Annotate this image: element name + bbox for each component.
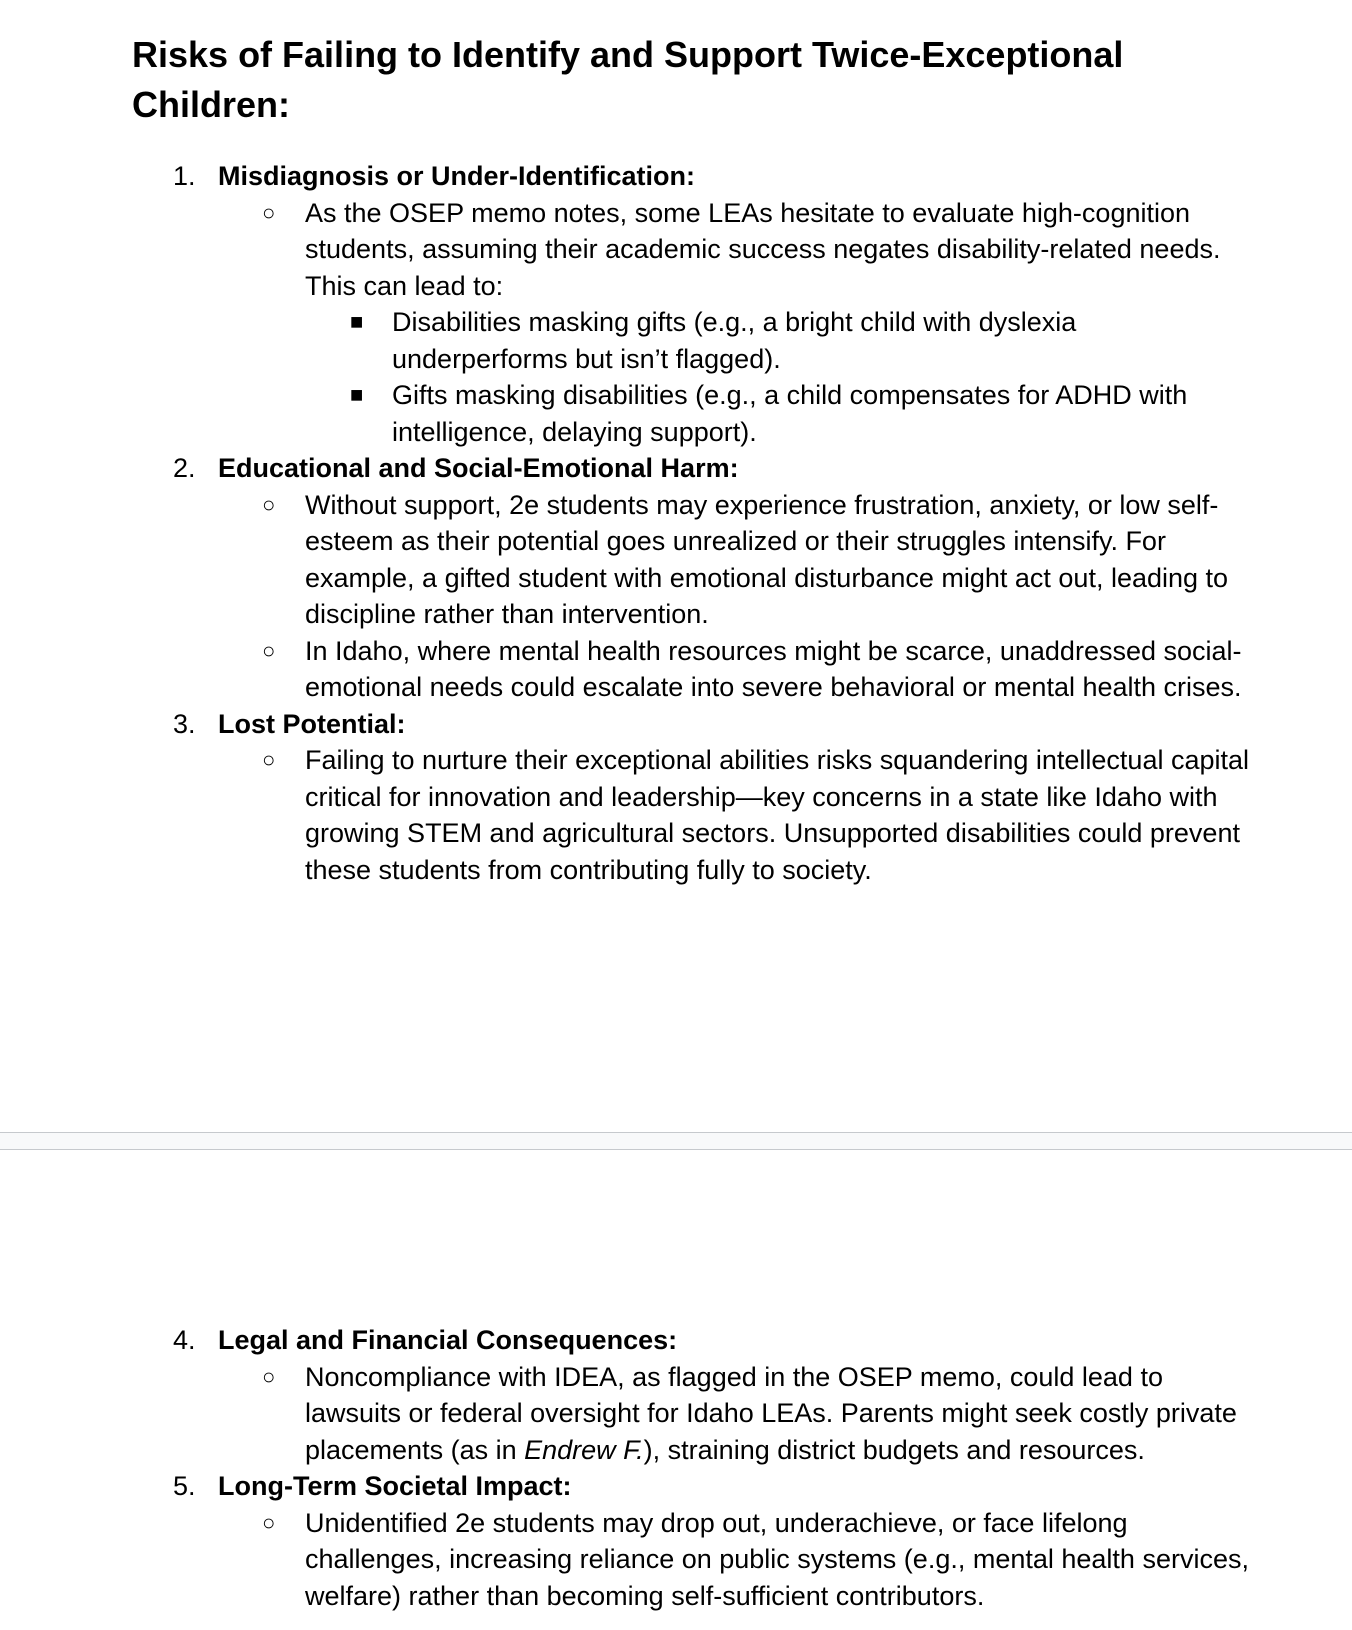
list-item-title: Educational and Social-Emotional Harm: [218,453,739,483]
sub-bullet-item [0,304,1352,377]
hollow-circle-bullet-icon: ○ [262,491,276,517]
document-page-2 [0,1150,1352,1630]
bullet-text: In Idaho, where mental health resources might be scarce, unaddressed social-emotional needs could escalate into severe behavioral or mental health crises. [305,635,1242,702]
bullet-item [0,1505,1352,1615]
hollow-circle-bullet-icon: ○ [262,747,276,772]
bullet-item [0,195,1352,305]
hollow-circle-bullet-icon: ○ [262,1363,276,1389]
list-item-title: Legal and Financial Consequences: [218,1325,678,1355]
bullet-item [0,742,1352,888]
bullet-item [0,633,1352,706]
list-item-3 [0,706,1352,889]
list-item-title: Misdiagnosis or Under-Identification: [218,161,696,191]
bullet-text [305,1359,1260,1469]
hollow-circle-bullet-icon: ○ [262,637,276,663]
risk-list-page-1 [0,158,1352,888]
sub-bullet-text: Gifts masking disabilities (e.g., a child compensates for ADHD with intelligence, delaying support). [392,380,1188,447]
bullet-text: Without support, 2e students may experience frustration, anxiety, or low self-esteem as their potential goes unrealized or their struggles intensify. For example, a gifted student with emotional disturbance might act out, leading to discipline rather than intervention. [305,489,1229,629]
hollow-circle-bullet-icon: ○ [262,199,276,225]
list-item-title: Long-Term Societal Impact: [218,1471,572,1501]
list-item-4 [0,1322,1352,1468]
risk-list-page-2 [0,1322,1352,1614]
bullet-item [0,487,1352,633]
list-item-1 [0,158,1352,450]
square-bullet-icon: ■ [350,309,364,334]
sub-bullet-item [0,377,1352,450]
bullet-text-end: ), straining district budgets and resources. [643,1434,1145,1465]
bullet-text-start: Noncompliance with IDEA, as flagged in the OSEP memo, could lead to lawsuits or federal oversight for Idaho LEAs. Parents might seek costly private placements (as in [305,1361,1237,1465]
bullet-text: As the OSEP memo notes, some LEAs hesitate to evaluate high-cognition students, assuming their academic success negates disability-related needs. This can lead to: [305,197,1221,301]
sub-bullet-text: Disabilities masking gifts (e.g., a bright child with dyslexia underperforms but isn’t flagged). [392,307,1077,374]
list-number: 2. [173,453,196,483]
bullet-text: Failing to nurture their exceptional abilities risks squandering intellectual capital critical for innovation and leadership—key concerns in a state like Idaho with growing STEM and agricultural sectors. Unsupported disabilities could prevent these students from contributing fully to society. [305,745,1250,885]
list-number: 1. [173,161,196,191]
page-break [0,1132,1352,1150]
case-name-italic: Endrew F. [524,1434,644,1465]
list-number: 4. [173,1325,196,1355]
list-number: 3. [173,708,196,739]
square-bullet-icon: ■ [350,382,364,407]
list-number: 5. [173,1471,196,1501]
bullet-item [0,1359,1352,1469]
bullet-text: Unidentified 2e students may drop out, underachieve, or face lifelong challenges, increasing reliance on public systems (e.g., mental health services, welfare) rather than becoming self-sufficient contributors. [305,1507,1249,1611]
document-title: Risks of Failing to Identify and Support Twice-Exceptional Children: [132,34,1124,125]
list-item-5 [0,1468,1352,1614]
list-item-title: Lost Potential: [218,708,406,739]
hollow-circle-bullet-icon: ○ [262,1509,276,1535]
list-item-2 [0,450,1352,706]
